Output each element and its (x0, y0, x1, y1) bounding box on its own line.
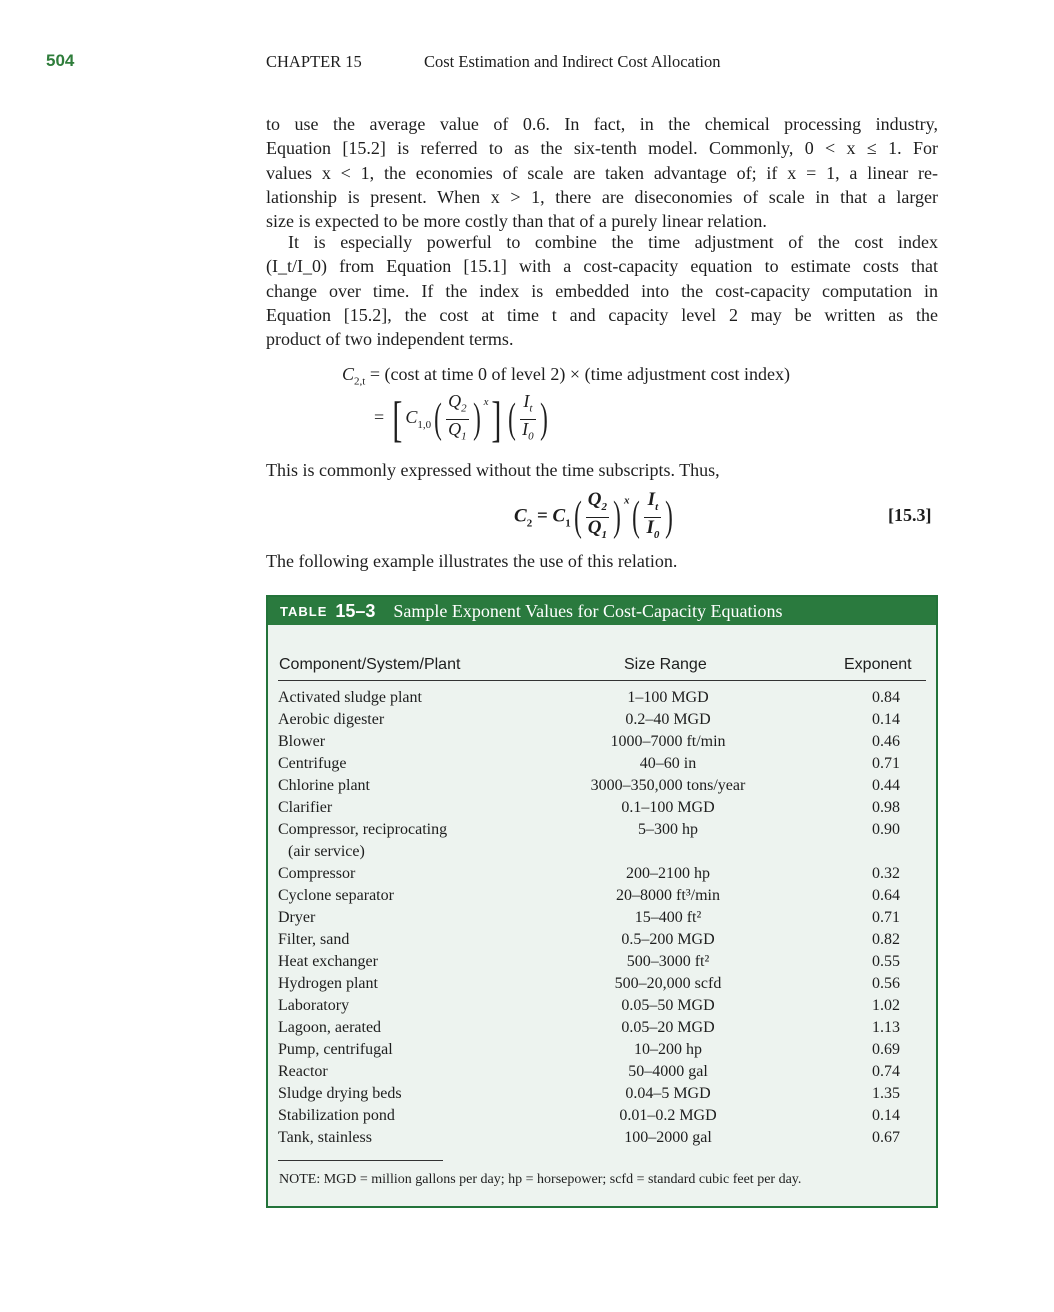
q-ratio (446, 392, 469, 446)
table-row (278, 863, 926, 885)
cell-component: Reactor (278, 1063, 328, 1080)
equation-1-line-1 (342, 364, 790, 388)
cell-exponent: 0.14 (872, 1107, 900, 1124)
cell-exponent: 1.35 (872, 1085, 900, 1102)
cell-component: Cyclone separator (278, 887, 394, 904)
paragraph-line: (I_t/I_0) from Equation [15.1] with a cost-capacity equation to estimate costs that (266, 256, 938, 277)
eq-subscript: 2,t (354, 375, 366, 388)
cell-component-line: Compressor, reciprocating (278, 821, 448, 838)
eq-subscript: 2 (526, 517, 533, 530)
table-row (278, 1127, 926, 1149)
cell-component: Chlorine plant (278, 777, 370, 794)
eq-subscript: 1,0 (417, 418, 432, 431)
paragraph-line: product of two independent terms. (266, 329, 514, 350)
table-row (278, 1017, 926, 1039)
eq-symbol: Q (587, 516, 602, 538)
cell-exponent: 0.98 (872, 799, 900, 816)
cell-size: 0.04–5 MGD (625, 1085, 711, 1102)
cell-size: 20–8000 ft³/min (616, 887, 720, 904)
eq-rhs-text: = (cost at time 0 of level 2) × (time adjustment cost index) (369, 364, 791, 384)
right-paren: ) (539, 396, 548, 443)
cell-component: Dryer (278, 909, 316, 926)
table-row (278, 819, 926, 863)
cell-component-continuation: (air service) (288, 843, 365, 860)
paragraph-line: size is expected to be more costly than that of a purely linear relation. (266, 211, 767, 232)
right-bracket: ] (491, 391, 502, 448)
paragraph-line: change over time. If the index is embedded into the cost-capacity computation in (266, 280, 938, 301)
cell-component: Centrifuge (278, 755, 347, 772)
cell-exponent: 0.71 (872, 909, 900, 926)
cell-size: 100–2000 gal (624, 1129, 712, 1146)
table-row (278, 907, 926, 929)
table-row (278, 731, 926, 753)
cell-exponent: 1.13 (872, 1019, 900, 1036)
cell-component: Laboratory (278, 997, 350, 1014)
cell-size: 3000–350,000 tons/year (590, 777, 746, 794)
cell-size: 40–60 in (639, 755, 697, 772)
left-paren: ( (632, 494, 641, 541)
cell-size: 15–400 ft² (634, 909, 702, 926)
eq-subscript: 1 (601, 528, 607, 541)
eq-symbol: Q (587, 489, 602, 510)
cell-exponent: 0.84 (872, 689, 900, 706)
index-ratio (644, 490, 661, 545)
eq-subscript: 0 (528, 430, 534, 443)
cell-size: 5–300 hp (638, 821, 698, 838)
cell-component: Compressor (278, 865, 356, 882)
eq-symbol: C (552, 505, 566, 527)
left-bracket: [ (391, 391, 402, 448)
cell-component: Tank, stainless (278, 1129, 372, 1146)
table-row (278, 951, 926, 973)
cell-size: 0.01–0.2 MGD (619, 1107, 717, 1124)
cell-exponent: 0.44 (872, 777, 900, 794)
table-row (278, 995, 926, 1017)
cell-exponent: 0.64 (872, 887, 900, 904)
eq-equals: = (374, 407, 385, 428)
table-row (278, 797, 926, 819)
cell-component: Sludge drying beds (278, 1085, 402, 1102)
between-text: This is commonly expressed without the time subscripts. Thus, (266, 460, 720, 480)
table-row (278, 687, 926, 709)
table-row (278, 775, 926, 797)
eq-subscript: 1 (565, 517, 571, 530)
cell-component: Filter, sand (278, 931, 350, 948)
cell-component: Blower (278, 733, 326, 750)
eq-subscript: 0 (653, 528, 660, 541)
note-rule (278, 1160, 443, 1161)
eq-symbol: Q (448, 418, 462, 439)
table-row (278, 973, 926, 995)
table-row (278, 1039, 926, 1061)
right-paren: ) (613, 494, 621, 541)
cell-size: 0.2–40 MGD (625, 711, 711, 728)
paragraph-line: values x < 1, the economies of scale are taken advantage of; if x = 1, a linear re- (266, 162, 938, 183)
cell-exponent: 0.82 (872, 931, 900, 948)
cell-size: 1000–7000 ft/min (610, 733, 726, 750)
q-ratio (586, 490, 609, 545)
eq-subscript: t (655, 500, 659, 513)
eq-subscript: 1 (461, 430, 467, 443)
index-ratio (520, 392, 536, 446)
table-row (278, 1083, 926, 1105)
table-row (278, 753, 926, 775)
cell-exponent: 0.67 (872, 1129, 900, 1146)
table-body (278, 687, 926, 1149)
cell-size: 0.05–20 MGD (621, 1019, 715, 1036)
cell-exponent: 0.74 (872, 1063, 900, 1080)
cell-component: Aerobic digester (278, 711, 385, 728)
table-number: 15–3 (335, 600, 376, 621)
cell-component: Heat exchanger (278, 953, 378, 970)
eq-subscript: 2 (601, 500, 607, 513)
cell-exponent: 0.46 (872, 733, 900, 750)
eq-symbol: Q (448, 391, 462, 411)
table-title-bar (268, 597, 936, 625)
cell-component: Activated sludge plant (278, 689, 422, 706)
eq-symbol: I (523, 391, 530, 411)
paragraph-line: lationship is present. When x > 1, there are diseconomies of scale in that a larger (266, 186, 938, 207)
cell-component (278, 819, 568, 863)
cell-size: 200–2100 hp (626, 865, 710, 882)
cell-exponent: 0.14 (872, 711, 900, 728)
table-row (278, 1105, 926, 1127)
left-paren: ( (508, 396, 516, 443)
cell-size: 1–100 MGD (627, 689, 709, 706)
cell-component: Pump, centrifugal (278, 1041, 393, 1058)
paragraph-1 (266, 112, 938, 233)
column-header-size-range: Size Range (624, 656, 707, 673)
equation-number: [15.3] (888, 505, 932, 525)
cell-size: 10–200 hp (634, 1041, 702, 1058)
table-title: Sample Exponent Values for Cost-Capacity Equations (393, 600, 783, 621)
cell-component: Stabilization pond (278, 1107, 395, 1124)
cell-exponent: 0.69 (872, 1041, 900, 1058)
eq-symbol: I (646, 516, 654, 538)
cell-exponent: 0.32 (872, 865, 900, 882)
cell-size: 0.1–100 MGD (621, 799, 715, 816)
cell-size: 500–3000 ft² (626, 953, 710, 970)
cell-exponent: 0.90 (872, 821, 900, 838)
table-row (278, 929, 926, 951)
cell-exponent: 0.56 (872, 975, 900, 992)
cell-exponent: 1.02 (872, 997, 900, 1014)
table-tag: TABLE (280, 603, 328, 619)
cell-component: Hydrogen plant (278, 975, 378, 992)
cell-size: 500–20,000 scfd (614, 975, 722, 992)
table-intro-text: The following example illustrates the use of this relation. (266, 551, 678, 571)
eq-symbol: I (522, 418, 529, 439)
paragraph-line: Equation [15.2], the cost at time t and capacity level 2 may be written as the (266, 304, 938, 325)
equation-1-line-2 (374, 392, 551, 446)
eq-equals: = (536, 505, 548, 527)
cell-size: 0.5–200 MGD (621, 931, 715, 948)
paragraph-2 (266, 230, 938, 351)
column-header-component: Component/System/Plant (279, 656, 461, 673)
left-paren: ( (573, 494, 582, 541)
page-number: 504 (46, 51, 75, 70)
eq-exponent: x (483, 396, 489, 409)
eq-symbol: I (647, 489, 656, 510)
paragraph-line: It is especially powerful to combine the time adjustment of the cost index (288, 232, 938, 252)
right-paren: ) (472, 396, 481, 443)
table-row (278, 709, 926, 731)
paragraph-line: to use the average value of 0.6. In fact, in the chemical processing industry, (266, 114, 938, 134)
eq-subscript: 2 (461, 402, 467, 415)
cell-component: Clarifier (278, 799, 333, 816)
header-rule (278, 680, 926, 681)
eq-symbol: C (514, 505, 527, 527)
chapter-title: Cost Estimation and Indirect Cost Allocation (424, 52, 721, 71)
left-paren: ( (434, 396, 442, 443)
table-note: NOTE: MGD = million gallons per day; hp = horsepower; scfd = standard cubic feet per day. (279, 1172, 802, 1187)
eq-symbol: C (342, 364, 355, 384)
paragraph-line: Equation [15.2] is referred to as the six-tenth model. Commonly, 0 < x ≤ 1. For (266, 138, 938, 159)
table-row (278, 885, 926, 907)
column-header-exponent: Exponent (844, 656, 912, 673)
cell-exponent: 0.55 (872, 953, 900, 970)
equation-15-3 (514, 490, 676, 545)
eq-exponent: x (623, 494, 630, 507)
eq-symbol: C (405, 407, 418, 428)
cell-exponent: 0.71 (872, 755, 900, 772)
cell-size: 0.05–50 MGD (621, 997, 715, 1014)
cell-component: Lagoon, aerated (278, 1019, 382, 1036)
cell-size: 50–4000 gal (628, 1063, 708, 1080)
eq-subscript: t (529, 402, 533, 415)
chapter-label: CHAPTER 15 (266, 52, 362, 71)
table-row (278, 1061, 926, 1083)
right-paren: ) (665, 494, 674, 541)
